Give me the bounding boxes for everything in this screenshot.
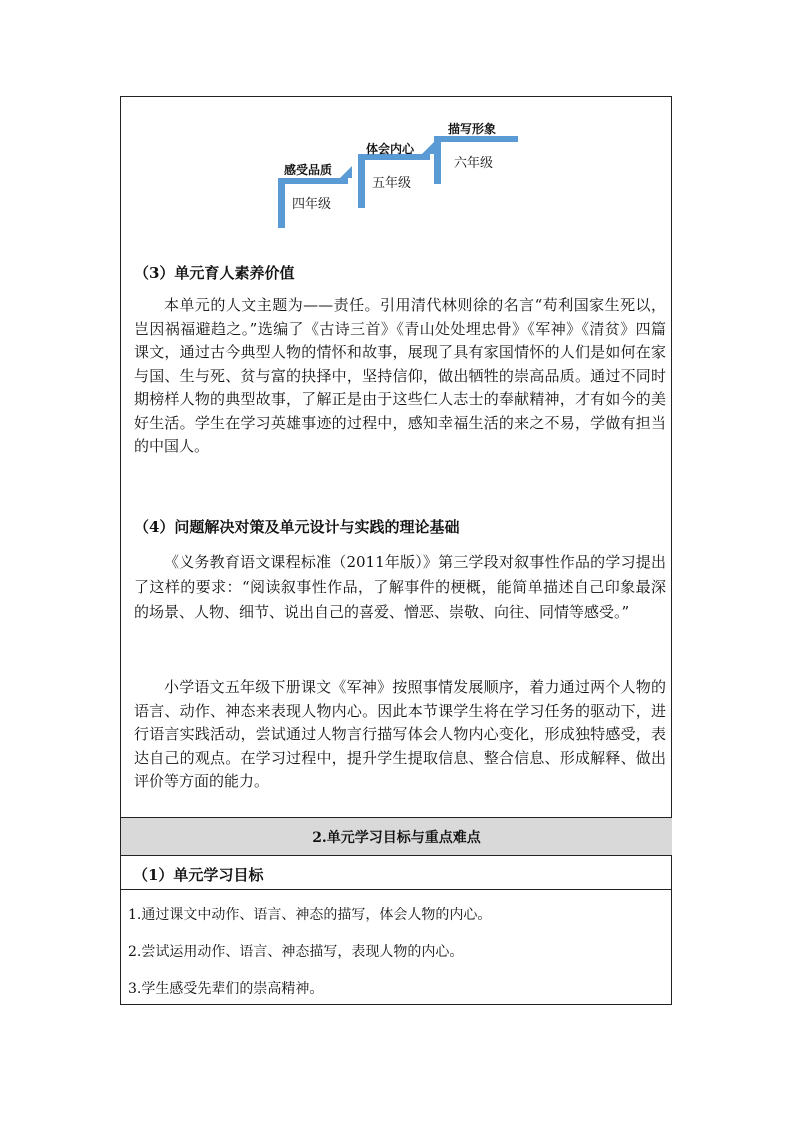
section-4-paragraph-1: 《义务教育语文课程标准（2011年版）》第三学段对叙事性作品的学习提出了这样的要求：“阅读叙事性作品，了解事件的梗概，能简单描述自己印象最深的场景、人物、细节、说出自己的喜爱、憎恶、崇敬、向往、同情等感受。”: [134, 553, 666, 621]
objectives-subheading: （1）单元学习目标: [133, 866, 264, 884]
list-item: 2.尝试运用动作、语言、神态描写，表现人物的内心。: [128, 944, 464, 960]
section-4-heading: （4）问题解决对策及单元设计与实践的理论基础: [134, 518, 460, 536]
stair-bar-vertical-3: [434, 140, 441, 184]
stair-arrow-1: [340, 166, 352, 178]
section-3-paragraph: 本单元的人文主题为——责任。引用清代林则徐的名言“苟利国家生死以，岂因祸福避趋之。”选编了《古诗三首》《青山处处埋忠骨》《军神》《清贫》四篇课文，通过古今典型人物的情怀和故事，展现了具有家国情怀的人们是如何在家与国、生与死、贫与富的抉择中，坚持信仰，做出牺牲的崇高品质。通过不同时期榜样人物的典型故事，了解正是由于这些仁人志士的奉献精神，才有如今的美好生活。学生在学习英雄事迹的过程中，感知幸福生活的来之不易，学做有担当的中国人。: [134, 296, 666, 455]
stair-bar-vertical-2: [358, 158, 365, 208]
grade-label-5: 五年级: [372, 176, 412, 191]
grade-label-6: 六年级: [454, 156, 494, 171]
table-header-title: 2.单元学习目标与重点难点: [312, 830, 481, 846]
grade-staircase-diagram: [276, 116, 522, 228]
stair-arrow-2: [422, 142, 434, 154]
list-item: 3.学生感受先辈们的崇高精神。: [128, 981, 324, 997]
table-subheading-row: [121, 855, 672, 889]
section-4-paragraph-2: 小学语文五年级下册课文《军神》按照事情发展顺序，着力通过两个人物的语言、动作、神态来表现人物内心。因此本节课学生将在学习任务的驱动下，进行语言实践活动，尝试通过人物言行描写体会人物内心变化，形成独特感受，表达自己的观点。在学习过程中，提升学生提取信息、整合信息、形成解释、做出评价等方面的能力。: [134, 678, 666, 790]
table-header-row: [121, 817, 672, 855]
stair-bar-horizontal-1: [278, 178, 348, 184]
step-label-3: 描写形象: [448, 122, 497, 136]
grade-label-4: 四年级: [292, 197, 332, 212]
list-item: 1.通过课文中动作、语言、神态的描写，体会人物的内心。: [128, 907, 492, 923]
step-label-1: 感受品质: [284, 163, 333, 177]
objectives-table: [121, 817, 672, 1005]
step-label-2: 体会内心: [366, 142, 415, 156]
section-3-heading: （3）单元育人素养价值: [134, 264, 295, 282]
objectives-list: [121, 889, 672, 1005]
stair-bar-vertical-1: [278, 182, 285, 228]
